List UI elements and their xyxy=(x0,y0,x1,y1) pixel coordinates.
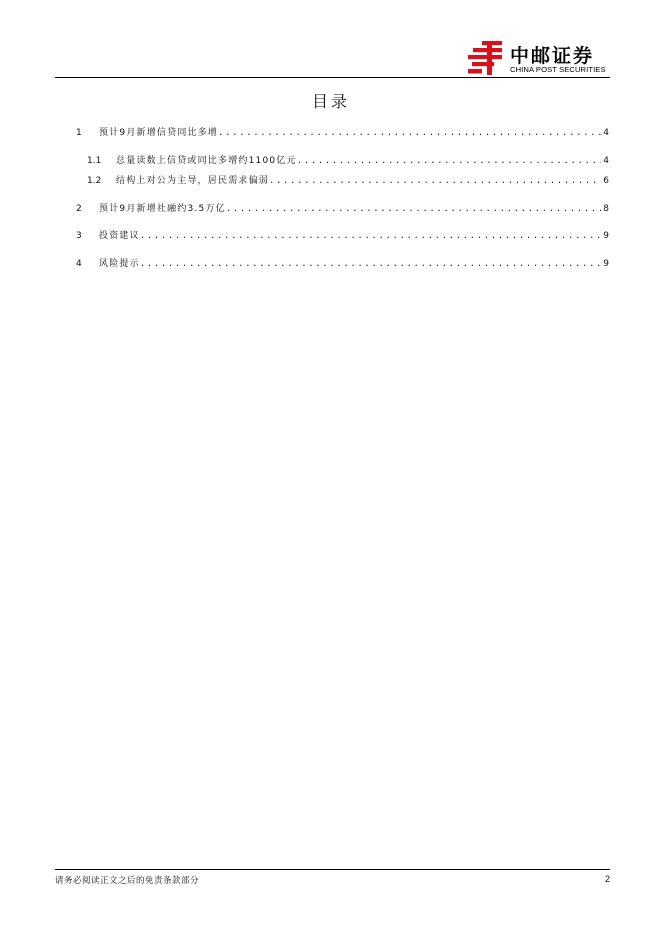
toc-entry-number: 1.1 xyxy=(87,156,102,166)
toc-entry-number: 2 xyxy=(76,204,82,214)
toc-leader-dots xyxy=(218,127,601,139)
toc-entry-page: 6 xyxy=(603,176,609,186)
toc-entry-page: 8 xyxy=(603,204,609,214)
toc-entry-2[interactable] xyxy=(76,203,609,215)
logo-name-cn: 中邮证券 xyxy=(510,45,595,67)
toc-entry-1[interactable] xyxy=(76,127,609,139)
toc-entry-number: 1.2 xyxy=(87,176,102,186)
toc-leader-dots xyxy=(140,258,601,270)
toc-entry-title: 投资建议 xyxy=(99,231,140,241)
toc-leader-dots xyxy=(297,155,602,167)
toc-title: 目录 xyxy=(311,92,350,111)
page-number: 2 xyxy=(604,874,610,884)
toc-leader-dots xyxy=(226,203,601,215)
toc-entry-page: 4 xyxy=(603,128,609,138)
toc-entry-title: 总量读数上信贷或同比多增约1100亿元 xyxy=(116,156,297,166)
toc-entry-1-1[interactable] xyxy=(87,155,609,167)
toc-entry-title: 结构上对公为主导，居民需求偏弱 xyxy=(116,176,270,186)
toc-entry-title: 预计9月新增信贷同比多增 xyxy=(99,128,219,138)
toc-entry-number: 1 xyxy=(76,128,82,138)
toc-entry-number: 4 xyxy=(76,259,82,269)
toc-entry-4[interactable] xyxy=(76,258,609,270)
toc-entry-page: 4 xyxy=(603,156,609,166)
toc-entry-number: 3 xyxy=(76,231,82,241)
toc-entry-page: 9 xyxy=(603,231,609,241)
page-header xyxy=(0,0,662,80)
toc-entry-page: 9 xyxy=(603,259,609,269)
toc-leader-dots xyxy=(269,175,601,187)
toc-entry-1-2[interactable] xyxy=(87,175,609,187)
logo-name-en: CHINA POST SECURITIES xyxy=(510,65,606,74)
toc-leader-dots xyxy=(140,230,601,242)
footer-disclaimer: 请务必阅读正文之后的免责条款部分 xyxy=(55,876,200,886)
footer-divider xyxy=(55,869,610,870)
china-post-logo-icon xyxy=(468,40,504,76)
company-logo xyxy=(468,40,613,76)
toc-entry-3[interactable] xyxy=(76,230,609,242)
header-divider xyxy=(55,77,610,78)
toc-entry-title: 预计9月新增社融约3.5万亿 xyxy=(99,204,226,214)
toc-entry-title: 风险提示 xyxy=(99,259,140,269)
